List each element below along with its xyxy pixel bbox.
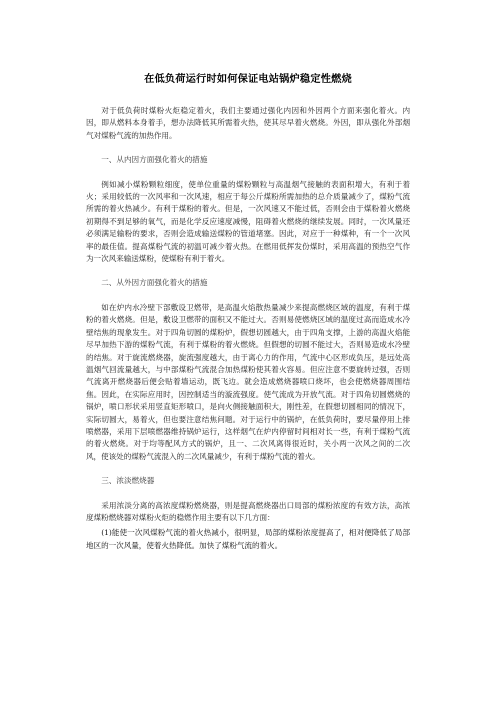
section-heading-1: 一、从内因方面强化着火的措施 (101, 155, 208, 165)
section-heading-3: 三、浓淡燃烧器 (101, 476, 155, 486)
section-heading-2: 二、从外因方面强化着火的措施 (101, 278, 208, 288)
section-2-paragraph: 如在炉内水冷壁下部敷设卫燃带，是高温火焰散热量减少来提高燃烧区域的温度，有利于煤粉的着火燃烧。但是，敷设卫燃带的面积又不能过大。否则易使燃烧区域的温度过高而造成水冷壁结焦的现象发生。对于四角切圆的煤粉炉，假想切圆越大，由于四角支撑，上游的高温火焰能尽早加热下游的煤粉气流，有利于煤粉的着火燃烧。但假想的切圆不能过大，否则易造成水冷壁的结焦。对于旋流燃烧器，旋流强度越大，由于离心力的作用，气流中心区形成负压，是远处高温烟气回流量越大，与中部煤粉气流混合加热煤粉使其着火容易。但应注意不要旋转过强，否则气流离开燃烧器后便会贴着墙运动，既飞边。就会造成燃烧器喷口烧坏，也会使燃烧器周围结焦。因此，在实际应用时，因控制适当的漩流强度。使气流成为开放气流。对于四角切圆燃烧的锅炉，喷口形状采用竖直矩形喷口，是向火侧接触面积大，刚性差，在假想切圆相同的情况下，实际切圆大，易着火，但也要注意结焦问题。对于运行中的锅炉，在低负荷时，要尽量停用上排喷燃器，采用下层喷燃器维持锅炉运行，这样烟气在炉内停留时间相对长一些，有利于煤粉气流的着火燃烧。对于均等配风方式的锅炉，且一、二次风离得很近时，关小两一次风之间的二次风，使该处的煤粉气流混入的二次风量减少，有利于煤粉气流的着火。 (86, 302, 410, 461)
section-3-item-1: (1)能使一次风煤粉气流的着火热减小，很明显，局部的煤粉浓度提高了，相对便降低了局部地区的一次风量，使着火热降低。加快了煤粉气流的着火。 (86, 528, 410, 550)
document-title: 在低负荷运行时如何保证电站锅炉稳定性燃烧 (144, 74, 352, 85)
section-1-paragraph: 例如减小煤粉颗粒细度，使单位重量的煤粉颗粒与高温烟气接触的表面积增大，有利于着火；采用较低的一次风率和一次风速，相应于每公斤煤粉所需加热的总介质量减少了，煤粉气流所需的着火热减少。有利于煤粉的着火。但是，一次风速又不能过低，否则会由于煤粉着火燃烧初期得不到足够的氧气，而是化学反应速度减慢，阻碍着火燃烧的继续发展。同时，一次风量还必须满足输粉的要求，否则会造成输送煤粉的管道堵塞。因此，对应于一种煤种，有一个一次风率的最佳值。提高煤粉气流的初温可减少着火热。在燃用低挥发份煤时，采用高温的预热空气作为一次风来输送煤粉，使煤粉有利于着火。 (86, 179, 410, 264)
section-3-paragraph: 采用浓淡分离的高浓度煤粉燃烧器，则是提高燃烧器出口局部的煤粉浓度的有效方法，高浓度煤粉燃烧器对煤粉火炬的稳燃作用主要有以下几方面： (86, 500, 410, 522)
intro-paragraph: 对于低负荷时煤粉火炬稳定着火，我们主要通过强化内因和外因两个方面来强化着火。内因，即从燃料本身着手，想办法降低其所需着火热，使其尽早着火燃烧。外因，即从强化外部烟气对煤粉气流的加热作用。 (86, 106, 410, 140)
